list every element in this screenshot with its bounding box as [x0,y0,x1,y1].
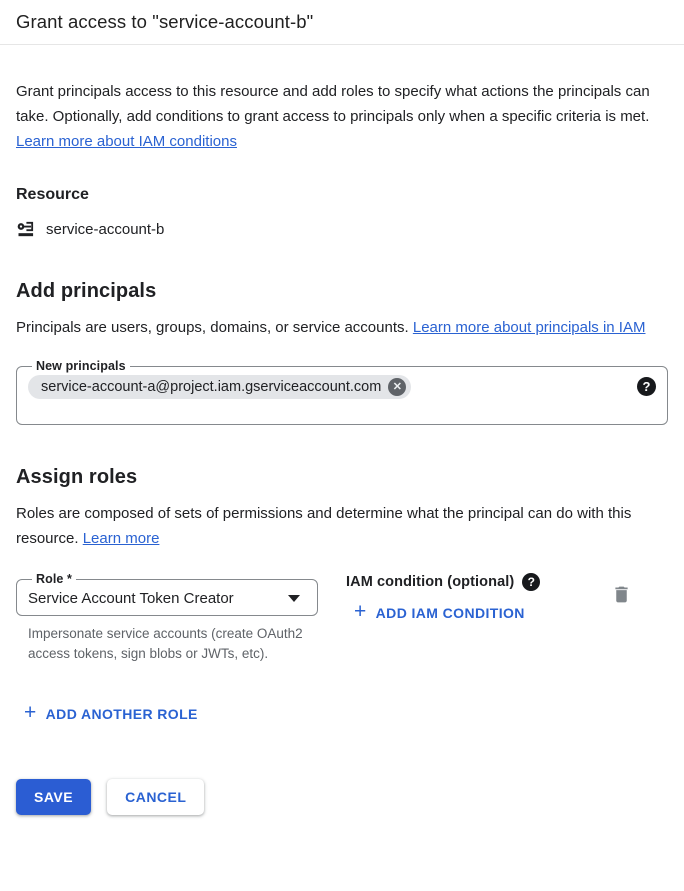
chip-remove-icon[interactable]: ✕ [388,378,406,396]
save-button[interactable]: SAVE [16,779,91,815]
dialog-header [0,0,684,45]
add-principals-description [16,315,666,340]
principal-chip-value: service-account-a@project.iam.gserviceaccount.com [41,379,382,395]
add-another-role-label: ADD ANOTHER ROLE [45,706,198,722]
resource-row [16,219,668,239]
service-account-icon [16,219,36,239]
new-principals-label: New principals [36,359,126,373]
resource-heading: Resource [16,186,89,203]
role-row [16,572,668,663]
plus-icon: + [24,701,37,724]
delete-role-button[interactable] [611,584,632,608]
role-selected-value: Service Account Token Creator [28,590,234,607]
role-select[interactable] [16,572,318,616]
add-iam-condition-button[interactable] [354,600,525,623]
iam-condition-column [346,572,611,624]
chevron-down-icon [288,595,300,602]
role-helper-text: Impersonate service accounts (create OAuth2 access tokens, sign blobs or JWTs, etc). [28,626,303,661]
dialog-title: Grant access to "service-account-b" [16,11,314,32]
cancel-button[interactable]: CANCEL [107,779,204,815]
intro-paragraph [16,79,666,154]
iam-condition-help-icon[interactable]: ? [522,573,540,591]
roles-learn-more-link[interactable]: Learn more [82,530,160,547]
add-another-role-button[interactable] [24,701,198,724]
iam-condition-label: IAM condition (optional) [346,574,515,590]
iam-conditions-learn-more-link[interactable]: Learn more about IAM conditions [16,133,237,150]
principal-chip [28,375,411,399]
dialog-body [0,79,684,815]
assign-roles-description [16,501,666,551]
dialog-actions [16,779,668,815]
assign-roles-text: Roles are composed of sets of permissions and determine what the principal can do with this resource. [16,505,632,547]
intro-text: Grant principals access to this resource and add roles to specify what actions the principals can take. Optionally, add conditions to grant access to principals only when a specific criteria is met. [16,83,650,125]
add-principals-text: Principals are users, groups, domains, or service accounts. [16,319,409,336]
trash-icon [611,593,632,608]
principals-learn-more-link[interactable]: Learn more about principals in IAM [412,319,646,336]
role-label: Role * [36,572,73,586]
role-column [16,572,318,663]
resource-name: service-account-b [46,220,165,238]
new-principals-field[interactable] [16,359,668,425]
assign-roles-heading: Assign roles [16,466,138,488]
add-iam-condition-label: ADD IAM CONDITION [375,605,525,621]
principals-help-icon[interactable]: ? [637,377,656,396]
add-principals-heading: Add principals [16,280,157,302]
plus-icon: + [354,600,367,623]
